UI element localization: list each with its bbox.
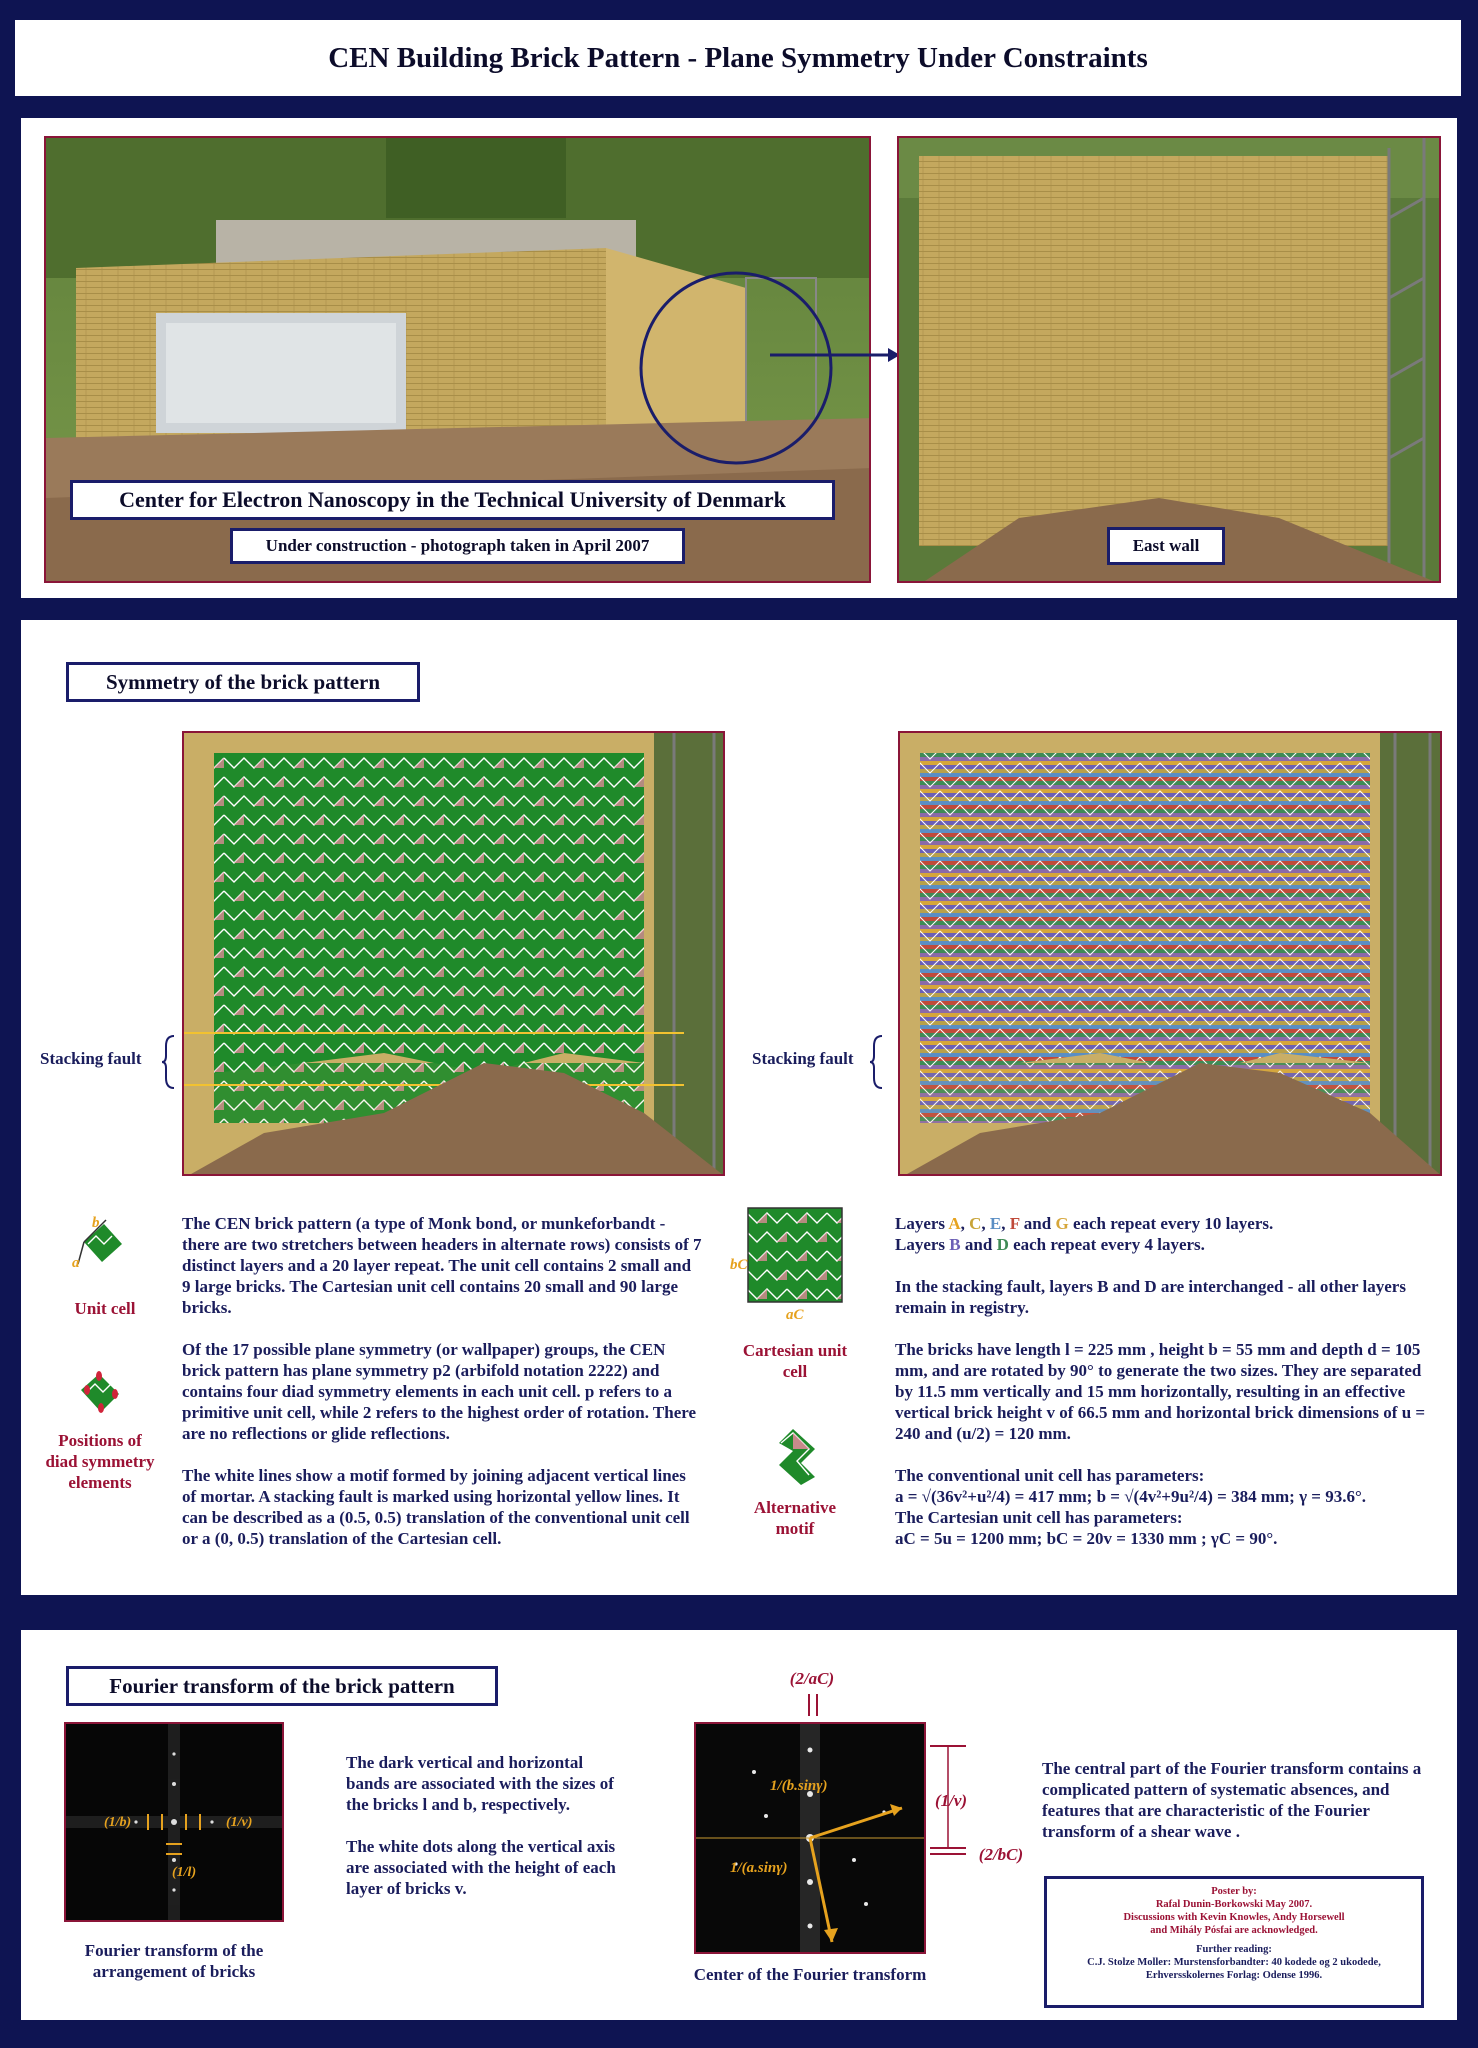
alt-motif-label: Alternative motif (753, 1498, 837, 1538)
credits-author: Rafal Dunin-Borkowski May 2007. (1155, 1899, 1313, 1910)
credits-discussions-2: and Mihály Pósfai are acknowledged. (1150, 1925, 1318, 1936)
ft2-v-label: (1/v) (934, 1791, 968, 1810)
brace-left (160, 1034, 176, 1090)
ft1-caption: Fourier transform of the arrangement of bricks (84, 1941, 264, 1981)
symmetry-heading: Symmetry of the brick pattern (66, 662, 420, 702)
ft2-asin-label: 1/(a.sinγ) (730, 1860, 788, 1876)
brace-right (868, 1034, 884, 1090)
construction-caption: Under construction - photograph taken in April 2007 (230, 528, 685, 564)
symmetry-text-left (182, 1213, 702, 1570)
layer-c: C (969, 1214, 982, 1233)
credits-further-reading: Further reading: (1196, 1944, 1272, 1955)
para-dark-bands: The dark vertical and horizontal bands are associated with the sizes of the bricks l and b, respectively. (346, 1753, 614, 1814)
layers-line-2: Layers B and D each repeat every 4 layers. (895, 1235, 1205, 1254)
unit-cell-b-label: b (92, 1215, 100, 1231)
unit-cell-params-heading: The conventional unit cell has parameters: (895, 1466, 1205, 1485)
building-caption: Center for Electron Nanoscopy in the Technical University of Denmark (70, 480, 835, 520)
para-white-lines: The white lines show a motif formed by joining adjacent vertical lines of mortar. A stacking fault is marked using horizontal yellow lines. It can be described as a (0.5, 0.5) translation of the conventional unit cell or a (0, 0.5) translation of the Cartesian cell. (182, 1466, 690, 1548)
credits-ref-2: Erhversskolernes Forlag: Odense 1996. (1145, 1970, 1323, 1981)
cartesian-label: Cartesian unit cell (742, 1341, 848, 1381)
unit-cell-params: a = √(36v²+u²/4) = 417 mm; b = √(4v²+9u²/4) = 384 mm; γ = 93.6°. (895, 1487, 1367, 1506)
credits-poster-by: Poster by: (1211, 1886, 1257, 1897)
cartesian-params: aC = 5u = 1200 mm; bC = 20v = 1330 mm ; γC = 90°. (895, 1529, 1278, 1548)
diad-label: Positions of diad symmetry elements (45, 1431, 155, 1492)
fourier-heading: Fourier transform of the brick pattern (66, 1666, 498, 1706)
stacking-fault-label-left: Stacking fault (40, 1049, 142, 1068)
credits-box (1044, 1876, 1424, 2008)
east-wall-photo (897, 136, 1441, 583)
para-white-dots: The white dots along the vertical axis are associated with the height of each layer of bricks v. (346, 1837, 616, 1898)
ft2-caption: Center of the Fourier transform (693, 1965, 927, 1984)
fourier-text-2: The central part of the Fourier transform contains a complicated pattern of systematic absences, and features that are characteristic of the Fourier transform of a shear wave . (1042, 1759, 1422, 1841)
layer-g: G (1055, 1214, 1069, 1233)
layer-b: B (949, 1235, 961, 1254)
alternative-motif-icon (775, 1425, 819, 1487)
ft1-label-v: (1/v) (226, 1815, 253, 1830)
fourier-center-image (694, 1722, 926, 1954)
credits-ref-1: C.J. Stolze Moller: Murstensforbandter: 40 kodede og 2 ukodede, (1087, 1957, 1381, 1968)
unit-cell-a-label: a (72, 1255, 80, 1271)
cartesian-cell-icon (747, 1207, 843, 1303)
poster-title: CEN Building Brick Pattern - Plane Symmetry Under Constraints (15, 20, 1461, 96)
ft2-bc-label: (2/bC) (978, 1845, 1024, 1864)
fourier-text-1 (346, 1752, 626, 1920)
arrow-to-east-wall (770, 345, 900, 365)
ft1-label-b: (1/b) (104, 1815, 132, 1830)
cartesian-params-heading: The Cartesian unit cell has parameters: (895, 1508, 1183, 1527)
cartesian-a-label: aC (786, 1307, 804, 1323)
credits-discussions-1: Discussions with Kevin Knowles, Andy Horsewell (1123, 1912, 1345, 1923)
ft2-bsin-label: 1/(b.sinγ) (770, 1778, 828, 1794)
ft2-top-marker (806, 1694, 820, 1718)
stacking-fault-label-right: Stacking fault (752, 1049, 854, 1068)
layer-d: D (996, 1235, 1009, 1254)
layer-e: E (989, 1214, 1002, 1233)
unit-cell-label: Unit cell (74, 1299, 136, 1318)
layer-a: A (948, 1214, 961, 1233)
layer-f: F (1009, 1214, 1020, 1233)
diad-symmetry-icon (75, 1370, 125, 1420)
rainbow-pattern-photo (898, 731, 1442, 1176)
para-stacking-fault: In the stacking fault, layers B and D are interchanged - all other layers remain in registry. (895, 1277, 1406, 1317)
cartesian-b-label: bC (730, 1257, 748, 1273)
para-plane-symmetry: Of the 17 possible plane symmetry (or wallpaper) groups, the CEN brick pattern has plane symmetry p2 (arbifold notation 2222) and contains four diad symmetry elements in each unit cell. p refers to a primitive unit cell, while 2 refers to the highest order of rotation. There are no reflections or glide reflections. (182, 1340, 697, 1443)
para-monk-bond: The CEN brick pattern (a type of Monk bond, or munkeforbandt - there are two stretchers between headers in alternate rows) consists of 7 distinct layers and a 20 layer repeat. The unit cell contains 2 small and 9 large bricks. The Cartesian unit cell contains 20 small and 90 large bricks. (182, 1214, 702, 1317)
symmetry-text-right (895, 1213, 1435, 1549)
ft1-label-l: (1/l) (172, 1865, 197, 1880)
para-brick-dimensions: The bricks have length l = 225 mm , height b = 55 mm and depth d = 105 mm, and are rotated by 90° to generate the two sizes. They are separated by 11.5 mm vertically and 15 mm horizontally, resulting in an effective vertical brick height v of 66.5 mm and horizontal brick dimensions of u = 240 and (u/2) = 120 mm. (895, 1340, 1426, 1443)
east-wall-caption: East wall (1107, 527, 1225, 565)
green-pattern-photo (182, 731, 725, 1176)
layers-line-1: Layers A, C, E, F and G each repeat every 10 layers. (895, 1214, 1274, 1233)
ft2-top-label: (2/aC) (789, 1669, 835, 1688)
